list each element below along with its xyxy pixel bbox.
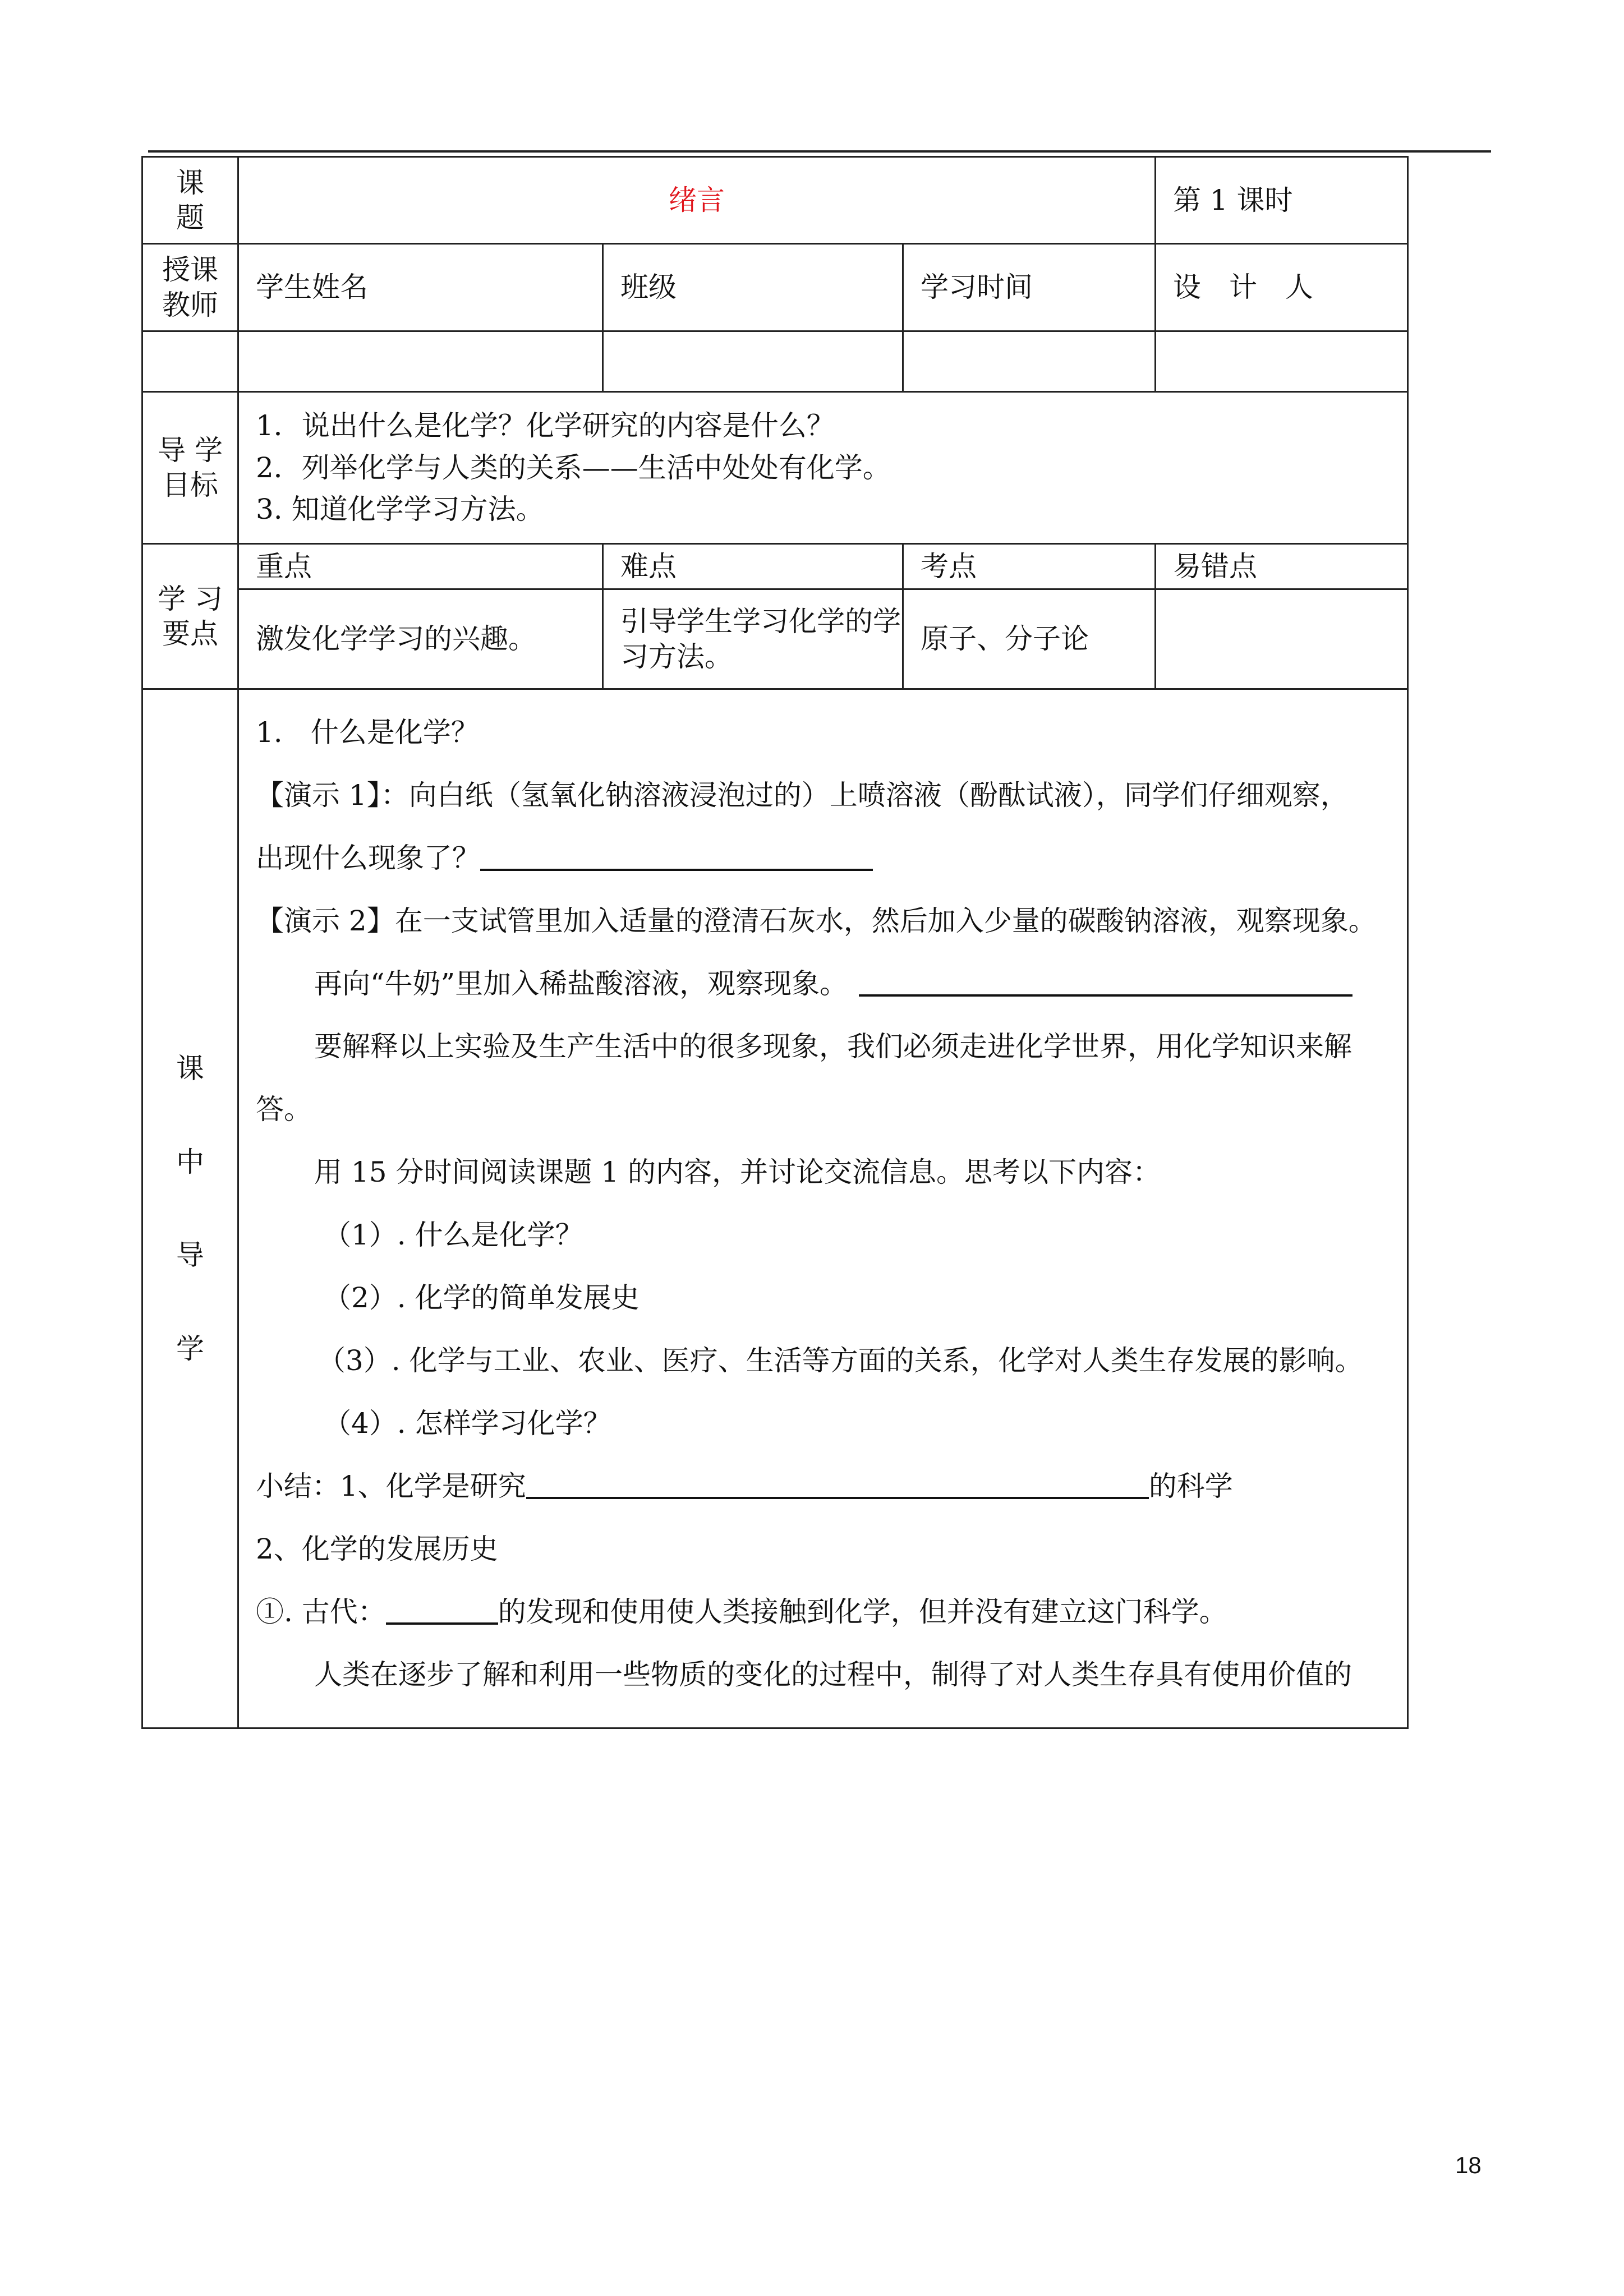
think-item: （1）. 什么是化学？ (323, 1219, 583, 1251)
goals-list (238, 392, 1408, 544)
answer-blank[interactable] (526, 1469, 1149, 1499)
difficulty-value: 引导学生学习化学的学习方法。 (603, 589, 903, 689)
goal-item: 3. 知道化学学习方法。 (256, 493, 544, 526)
teacher-label: 授课 教师 (142, 244, 238, 331)
header-rule (148, 150, 1491, 153)
teacher-value[interactable] (142, 331, 238, 392)
history-paragraph: 人类在逐步了解和利用一些物质的变化的过程中，制得了对人类生存具有使用价值的 (314, 1658, 1352, 1691)
focus-value: 激发化学学习的兴趣。 (238, 589, 603, 689)
key-points-header-row (142, 544, 1408, 589)
milk-line: 再向“牛奶”里加入稀盐酸溶液，观察现象。 (256, 952, 1393, 1015)
lesson-content (238, 689, 1408, 1728)
think-item: （3）. 化学与工业、农业、医疗、生活等方面的关系，化学对人类生存发展的影响。 (318, 1344, 1363, 1377)
class-value[interactable] (603, 331, 903, 392)
info-row (142, 244, 1408, 331)
student-name-value[interactable] (238, 331, 603, 392)
student-name-label: 学生姓名 (238, 244, 603, 331)
designer-value[interactable] (1156, 331, 1408, 392)
designer-label: 设 计 人 (1156, 244, 1408, 331)
exam-point-header: 考点 (903, 544, 1156, 589)
lesson-period: 第 1 课时 (1156, 157, 1408, 244)
goals-row (142, 392, 1408, 544)
explain-line: 要解释以上实验及生产生活中的很多现象，我们必须走进化学世界，用化学知识来解 (314, 1030, 1352, 1063)
error-prone-value (1156, 589, 1408, 689)
study-time-label: 学习时间 (903, 244, 1156, 331)
goals-label: 导 学 目标 (142, 392, 238, 544)
answer-blank[interactable] (386, 1594, 498, 1625)
demo-1-question: 出现什么现象了？ (256, 827, 1393, 889)
lesson-title: 绪言 (238, 157, 1156, 244)
difficulty-header: 难点 (603, 544, 903, 589)
history-heading: 2、化学的发展历史 (256, 1533, 498, 1565)
in-class-guide-label: 课 中 导 学 (142, 689, 238, 1728)
reading-instruction: 用 15 分时间阅读课题 1 的内容，并讨论交流信息。思考以下内容： (314, 1156, 1161, 1188)
exam-point-value: 原子、分子论 (903, 589, 1156, 689)
study-time-value[interactable] (903, 331, 1156, 392)
question-1: 1. 什么是化学？ (256, 716, 479, 749)
answer-blank[interactable] (480, 841, 873, 871)
explain-line-end: 答。 (256, 1093, 312, 1126)
focus-header: 重点 (238, 544, 603, 589)
title-row (142, 157, 1408, 244)
lesson-plan-table (141, 156, 1409, 1729)
page-number: 18 (1455, 2152, 1482, 2178)
key-points-value-row (142, 589, 1408, 689)
demo-2-line: 【演示 2】在一支试管里加入适量的澄清石灰水，然后加入少量的碳酸钠溶液，观察现象。 (256, 905, 1377, 937)
class-label: 班级 (603, 244, 903, 331)
lesson-body-row (142, 689, 1408, 1728)
ancient-line: ①. 古代： 的发现和使用使人类接触到化学，但并没有建立这门科学。 (256, 1596, 1227, 1628)
info-values-row (142, 331, 1408, 392)
summary-line: 小结：1、化学是研究 的科学 (256, 1470, 1233, 1502)
answer-blank[interactable] (859, 966, 1352, 997)
demo-1-line: 【演示 1】：向白纸（氢氧化钠溶液浸泡过的）上喷溶液（酚酞试液），同学们仔细观察， (256, 779, 1349, 812)
error-prone-header: 易错点 (1156, 544, 1408, 589)
think-item: （2）. 化学的简单发展史 (323, 1281, 640, 1314)
goal-item: 2．列举化学与人类的关系——生活中处处有化学。 (256, 451, 891, 484)
key-points-label: 学 习 要点 (142, 544, 238, 689)
topic-label: 课 题 (142, 157, 238, 244)
goal-item: 1．说出什么是化学？化学研究的内容是什么？ (256, 409, 835, 442)
think-item: （4）. 怎样学习化学？ (323, 1407, 611, 1440)
